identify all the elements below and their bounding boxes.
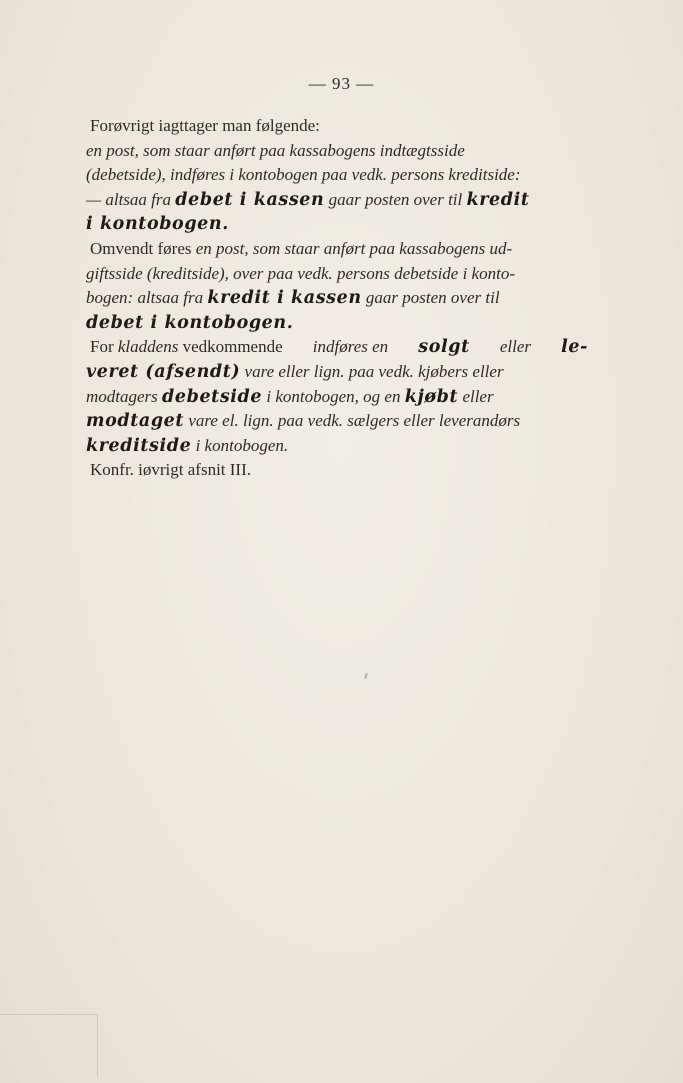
text-run: i kontobogen. [191,435,289,455]
page-edge-mark [0,1014,98,1077]
paragraph-1-line-1: Forøvrigt iagttager man følgende: [90,116,320,135]
text-run [90,335,283,360]
bold-term: debet i kassen [175,189,325,210]
paragraph-3-line-1 [86,237,588,262]
paragraph-3-line-4: debet i kontobogen. [86,312,294,333]
text-run: vare eller lign. paa vedk. kjøbers eller [244,361,504,381]
bold-term: modtaget [86,411,185,432]
bold-term: le- [561,337,588,358]
paragraph-4-line-3 [86,385,588,410]
text-run: vare el. lign. paa vedk. sælgers eller leverandørs [184,411,521,431]
text-run: kladdens [117,337,179,357]
text-run: en post, som staar anført paa kassabogens ud- [195,238,513,258]
text-run: For [90,337,118,357]
text-run: eller [499,337,532,357]
paragraph-5-line-1: Konfr. iøvrigt afsnit III. [90,460,251,480]
text-run: Omvendt føres [90,238,196,258]
ink-speck [364,673,368,679]
bold-term: kredit [466,189,530,210]
paragraph-3-line-2: giftsside (kreditside), over paa vedk. persons debetside i konto- [86,263,515,283]
bold-term: debetside [162,386,263,407]
paragraph-2-line-2: (debetside), indføres i kontobogen paa vedk. persons kreditside: [86,165,521,185]
body-text [86,114,588,483]
text-run: gaar posten over til [324,189,467,209]
bold-term: kredit i kassen [207,288,362,309]
paragraph-3-line-3 [86,286,588,311]
paragraph-2-line-1: en post, som staar anført paa kassabogens indtægtsside [86,140,465,160]
paragraph-4-line-4 [86,409,588,434]
page-number: — 93 — [308,74,375,93]
bold-term: veret (afsendt) [86,361,241,382]
text-run: — altsaa fra [86,189,176,209]
text-run: vedkommende [178,337,283,357]
paragraph-4-line-2 [86,360,588,385]
paragraph-2-line-4: i kontobogen. [86,214,229,235]
bold-term: kjøbt [404,386,459,407]
text-run: eller [458,386,494,406]
paragraph-2-line-3 [86,188,588,213]
text-run: i kontobogen, og en [262,386,405,406]
paragraph-4-line-5 [86,434,588,459]
text-run: modtagers [86,386,163,406]
text-run: indføres en [312,337,389,357]
text-run: gaar posten over til [361,288,500,308]
paragraph-4-line-1 [86,335,588,360]
text-run: bogen: altsaa fra [86,288,208,308]
bold-term: solgt [418,337,470,358]
bold-term: kreditside [86,435,192,456]
